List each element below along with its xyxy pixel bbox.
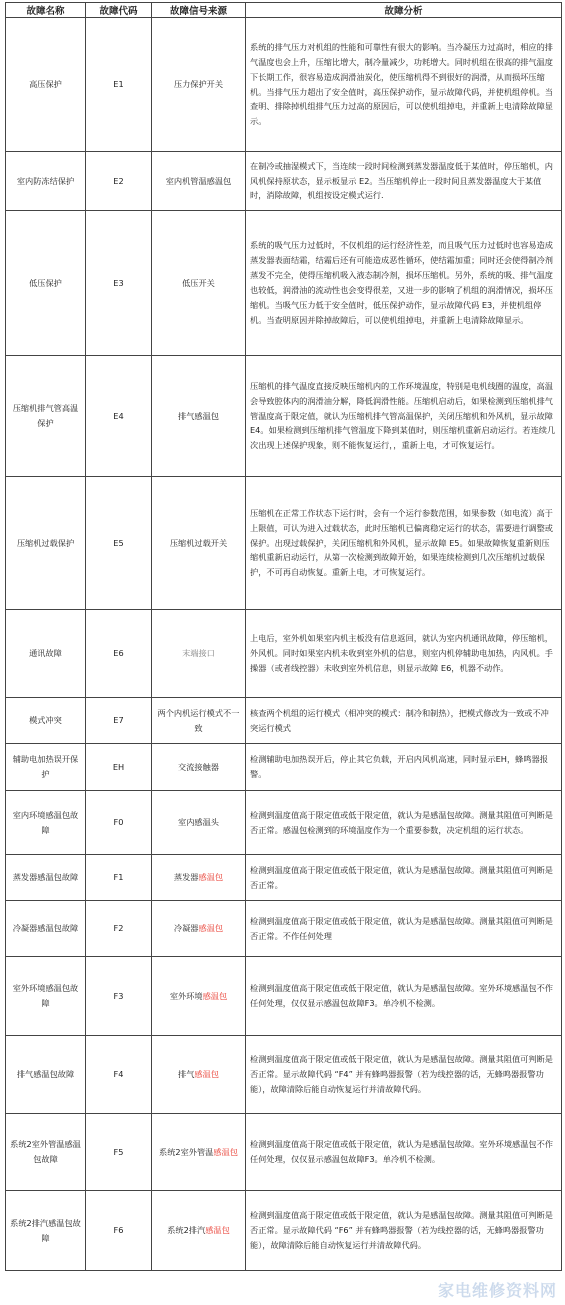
table-row — [6, 477, 562, 610]
fault-code: F3 — [86, 957, 152, 1036]
fault-code: F4 — [86, 1036, 152, 1114]
signal-source: 压缩机过载开关 — [152, 477, 246, 610]
fault-code: E2 — [86, 152, 152, 211]
signal-source: 压力保护开关 — [152, 18, 246, 152]
fault-analysis: 检测辅助电加热误开后，停止其它负载，开启内风机高速，同时显示EH，蜂鸣器报警。 — [246, 744, 562, 791]
fault-name: 压缩机排气管高温保护 — [6, 356, 86, 477]
source-prefix: 系统2排汽 — [167, 1225, 206, 1236]
source-prefix: 排气 — [178, 1069, 195, 1080]
fault-analysis: 检测到温度值高于限定值或低于限定值，就认为是感温包故障。测量其阻值可判断是否正常。显示故障代码 “F6” 并有蜂鸣器报警（若为线控器的话，无蜂鸣器报警功能），故障清除后能自动恢复运行并清故障代码。 — [246, 1191, 562, 1271]
table-row — [6, 18, 562, 152]
source-highlight: 感温包 — [198, 923, 224, 934]
fault-code: F2 — [86, 901, 152, 957]
fault-name: 室外环境感温包故障 — [6, 957, 86, 1036]
fault-name: 系统2排汽感温包故障 — [6, 1191, 86, 1271]
table-row — [6, 1036, 562, 1114]
watermark-logo: 家电维修资料网 — [437, 1281, 557, 1300]
table-row — [6, 1191, 562, 1271]
fault-analysis: 系统的吸气压力过低时，不仅机组的运行经济性差，而且吸气压力过低时也容易造成蒸发器表面结霜，结霜后还有可能造成恶性循环，使结霜加重；同时还会使得制冷剂蒸发不完全，使得压缩机吸入液态制冷剂，损坏压缩机。另外，系统的吸、排气温度也较低，润滑油的流动性也会变得很差，又进一步的影响了机组的润滑情况，损坏压缩机。当吸气压力低于安全值时，低压保护动作，显示故障代码 E3，并使机组停机。当查明原因并除掉故障后，可以使机组掉电，并重新上电清除故障显示。 — [246, 211, 562, 356]
source-highlight: 感温包 — [213, 1146, 238, 1157]
fault-table-container — [5, 2, 561, 1271]
source-prefix: 蒸发器 — [173, 872, 199, 883]
signal-source: 低压开关 — [152, 211, 246, 356]
signal-source — [152, 901, 246, 957]
source-prefix: 冷凝器 — [173, 923, 199, 934]
table-row — [6, 901, 562, 957]
signal-source — [152, 1191, 246, 1271]
fault-code: E7 — [86, 698, 152, 744]
source-highlight: 感温包 — [205, 1225, 230, 1236]
fault-analysis: 检测到温度值高于限定值或低于限定值，就认为是感温包故障。室外环境感温包不作任何处理，仅仅显示感温包故障F3。单冷机不检测。 — [246, 1114, 562, 1191]
fault-name: 压缩机过载保护 — [6, 477, 86, 610]
table-row — [6, 610, 562, 698]
table-row — [6, 698, 562, 744]
table-row — [6, 356, 562, 477]
fault-analysis: 检测到温度值高于限定值或低于限定值，就认为是感温包故障。室外环境感温包不作任何处理，仅仅显示感温包故障F3。单冷机不检测。 — [246, 957, 562, 1036]
fault-name: 室内环境感温包故障 — [6, 791, 86, 855]
fault-code: E3 — [86, 211, 152, 356]
fault-name: 辅助电加热误开保护 — [6, 744, 86, 791]
fault-name: 通讯故障 — [6, 610, 86, 698]
header-fault-analysis: 故障分析 — [246, 3, 562, 18]
signal-source: 两个内机运行模式不一致 — [152, 698, 246, 744]
fault-analysis: 检测到温度值高于限定值或低于限定值，就认为是感温包故障。测量其阻值可判断是否正常。 — [246, 855, 562, 901]
header-signal-source: 故障信号来源 — [152, 3, 246, 18]
fault-code: EH — [86, 744, 152, 791]
fault-analysis: 压缩机在正常工作状态下运行时，会有一个运行参数范围，如果参数（如电流）高于上限值，可认为进入过载状态，此时压缩机已偏离稳定运行的状态，需要进行调整或保护。出现过载保护，关闭压缩机和外风机，显示故障 E5。如果故障恢复重新则压缩机重新启动运行，从第一次检测到故障开始，如果连续检测到几次压缩机过载保护，不可再自动恢复。重新上电，才可恢复运行。 — [246, 477, 562, 610]
fault-name: 冷凝器感温包故障 — [6, 901, 86, 957]
fault-code: F6 — [86, 1191, 152, 1271]
signal-source: 室内感温头 — [152, 791, 246, 855]
fault-code: F0 — [86, 791, 152, 855]
signal-source — [152, 957, 246, 1036]
table-row — [6, 211, 562, 356]
table-row — [6, 855, 562, 901]
fault-name: 蒸发器感温包故障 — [6, 855, 86, 901]
fault-name: 排气感温包故障 — [6, 1036, 86, 1114]
signal-source: 交流接触器 — [152, 744, 246, 791]
source-prefix: 室外环境 — [169, 990, 203, 1001]
fault-analysis: 系统的排气压力对机组的性能和可靠性有很大的影响。当冷凝压力过高时，相应的排气温度也会上升，压缩比增大，制冷量减少，功耗增大。同时机组在很高的排气温度下长期工作，很容易造成润滑油炭化，使压缩机得不到很好的润滑，从而损坏压缩机。当排气压力超出了安全值时，高压保护动作，显示故障代码，并使机组停机。当查明、排除掉机组排气压力过高的原因后，可以使机组掉电，并重新上电清除故障显示。 — [246, 18, 562, 152]
signal-source — [152, 1036, 246, 1114]
table-row — [6, 744, 562, 791]
fault-analysis: 上电后，室外机如果室内机主板没有信息返回，就认为室内机通讯故障，停压缩机，外风机。同时如果室内机未收到室外机的信息，则室内机停辅助电加热，内风机。手操器（或者线控器）未收到室外机信息，则显示故障 E6，机器不动作。 — [246, 610, 562, 698]
signal-source — [152, 855, 246, 901]
table-row — [6, 791, 562, 855]
signal-source: 末端接口 — [152, 610, 246, 698]
fault-name: 室内防冻结保护 — [6, 152, 86, 211]
signal-source: 室内机管温感温包 — [152, 152, 246, 211]
header-fault-name: 故障名称 — [6, 3, 86, 18]
fault-code: E6 — [86, 610, 152, 698]
source-prefix: 系统2室外管温 — [159, 1146, 214, 1157]
fault-code: E4 — [86, 356, 152, 477]
fault-code: E1 — [86, 18, 152, 152]
fault-code: F1 — [86, 855, 152, 901]
fault-code-table — [5, 2, 562, 1271]
fault-analysis: 检测到温度值高于限定值或低于限定值，就认为是感温包故障。测量其阻值可判断是否正常。感温包检测到的环境温度作为一个重要参数，决定机组的运行状态。 — [246, 791, 562, 855]
fault-name: 高压保护 — [6, 18, 86, 152]
source-highlight: 感温包 — [202, 990, 228, 1001]
fault-code: F5 — [86, 1114, 152, 1191]
fault-name: 系统2室外管温感温包故障 — [6, 1114, 86, 1191]
fault-analysis: 检测到温度值高于限定值或低于限定值，就认为是感温包故障。测量其阻值可判断是否正常。显示故障代码 “F4” 并有蜂鸣器报警（若为线控器的话，无蜂鸣器报警功能），故障清除后能自动恢复运行并清故障代码。 — [246, 1036, 562, 1114]
signal-source: 排气感温包 — [152, 356, 246, 477]
source-highlight: 感温包 — [198, 872, 224, 883]
source-highlight: 感温包 — [194, 1069, 219, 1080]
table-row — [6, 1114, 562, 1191]
fault-analysis: 检测到温度值高于限定值或低于限定值，就认为是感温包故障。测量其阻值可判断是否正常。不作任何处理 — [246, 901, 562, 957]
fault-analysis: 在制冷或抽湿模式下，当连续一段时间检测到蒸发器温度低于某值时，停压缩机，内风机保持原状态，显示板显示 E2。当压缩机停止一段时间且蒸发器温度大于某值时，消除故障，机组按设定模式运行. — [246, 152, 562, 211]
fault-name: 低压保护 — [6, 211, 86, 356]
table-header-row — [6, 3, 562, 18]
fault-analysis: 压缩机的排气温度直接反映压缩机内的工作环境温度，特别是电机线圈的温度，高温会导致腔体内的润滑油分解，降低润滑性能。压缩机启动后，如果检测到压缩机排气管温度高于限定值，就认为压缩机排气管高温保护，关闭压缩机和外风机，显示故障 E4。如果检测到压缩机排气管温度下降到某值时，则压缩机重新启动运行。若连续几次出现上述保护现象，则不能恢复运行，，重新上电，才可恢复运行。 — [246, 356, 562, 477]
header-fault-code: 故障代码 — [86, 3, 152, 18]
signal-source — [152, 1114, 246, 1191]
fault-code: E5 — [86, 477, 152, 610]
fault-analysis: 核查两个机组的运行模式（相冲突的模式：制冷和制热），把模式修改为一致或不冲突运行模式 — [246, 698, 562, 744]
fault-name: 模式冲突 — [6, 698, 86, 744]
table-row — [6, 957, 562, 1036]
table-row — [6, 152, 562, 211]
